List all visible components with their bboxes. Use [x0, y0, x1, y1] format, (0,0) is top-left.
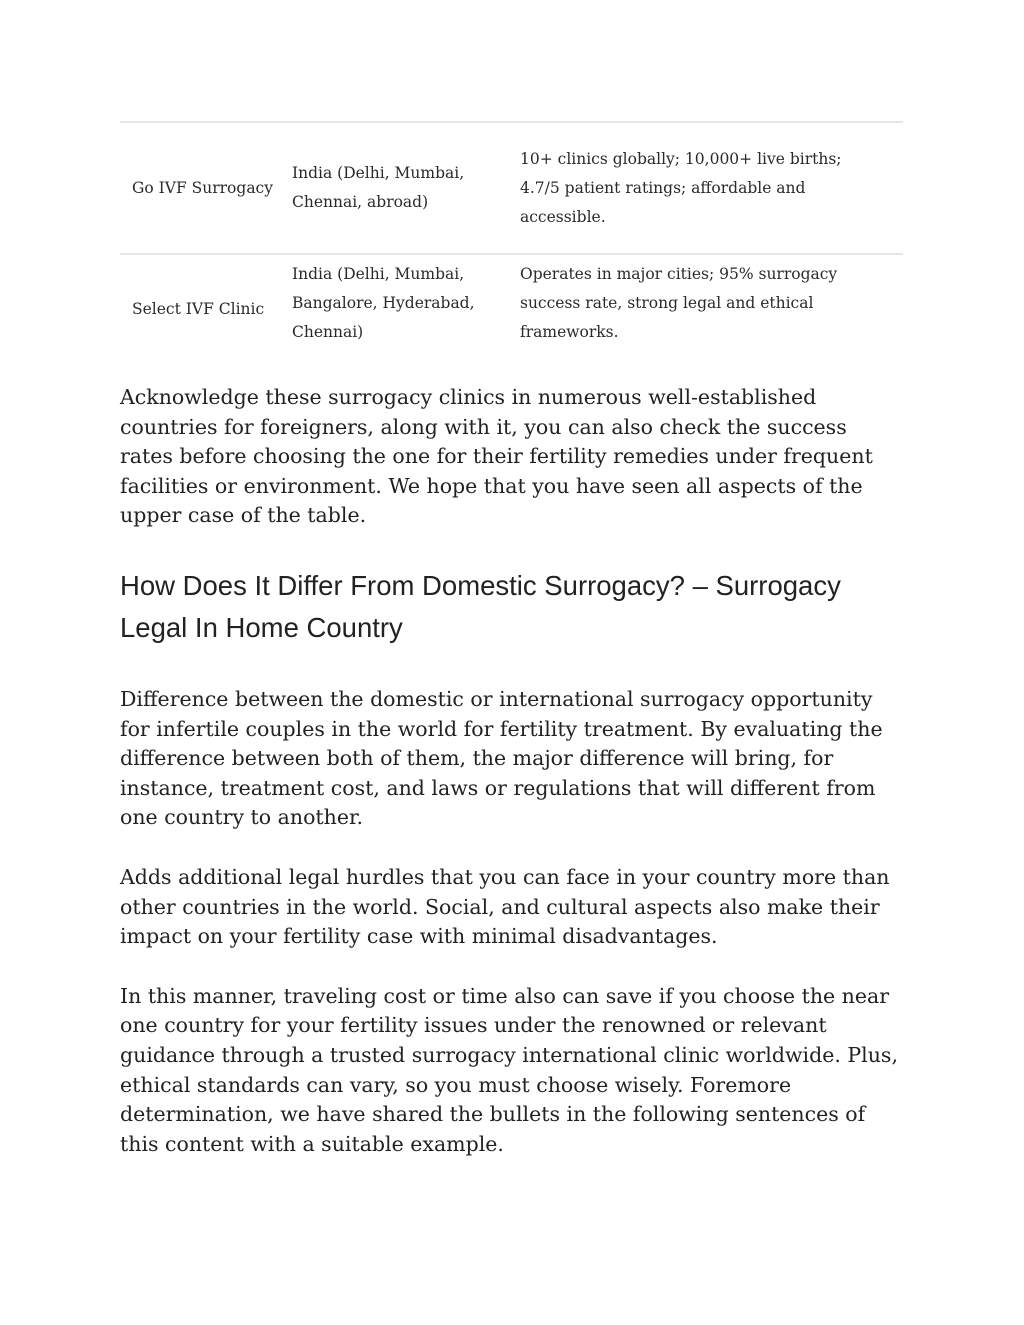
- location-cell: India (Delhi, Mumbai, Bangalore, Hyderabad, Chennai): [292, 265, 475, 341]
- intro-paragraph: Acknowledge these surrogacy clinics in numerous well-established countries for foreigners, along with it, you can also check the success rates before choosing the one for their fertility remedies under frequent facilities or environment. We hope that you have seen all aspects of the upper case of the table.: [120, 385, 873, 528]
- article-body: [120, 383, 904, 1189]
- paragraph: Adds additional legal hurdles that you can face in your country more than other countries in the world. Social, and cultural aspects also make their impact on your fertility case with minimal disadvantages.: [120, 864, 890, 949]
- table-row: [120, 253, 903, 366]
- clinic-name-cell: Select IVF Clinic: [132, 299, 265, 318]
- location-cell: India (Delhi, Mumbai, Chennai, abroad): [292, 164, 465, 211]
- table-row: [120, 121, 903, 253]
- details-cell: Operates in major cities; 95% surrogacy success rate, strong legal and ethical frameworks.: [520, 265, 838, 341]
- paragraph: In this manner, traveling cost or time also can save if you choose the near one country for your fertility issues under the renowned or relevant guidance through a trusted surrogacy international clinic worldwide. Plus, ethical standards can vary, so you must choose wisely. Foremore determination, we have shared the bullets in the following sentences of this content with a suitable example.: [120, 983, 898, 1156]
- clinics-table: [120, 121, 903, 366]
- details-cell: 10+ clinics globally; 10,000+ live births; 4.7/5 patient ratings; affordable and accessible.: [520, 149, 842, 226]
- clinic-name-cell: Go IVF Surrogacy: [132, 178, 273, 197]
- paragraph: Difference between the domestic or international surrogacy opportunity for infertile couples in the world for fertility treatment. By evaluating the difference between both of them, the major difference will bring, for instance, treatment cost, and laws or regulations that will different from one country to another.: [120, 686, 883, 830]
- section-heading: How Does It Differ From Domestic Surrogacy? – Surrogacy Legal In Home Country: [120, 569, 841, 643]
